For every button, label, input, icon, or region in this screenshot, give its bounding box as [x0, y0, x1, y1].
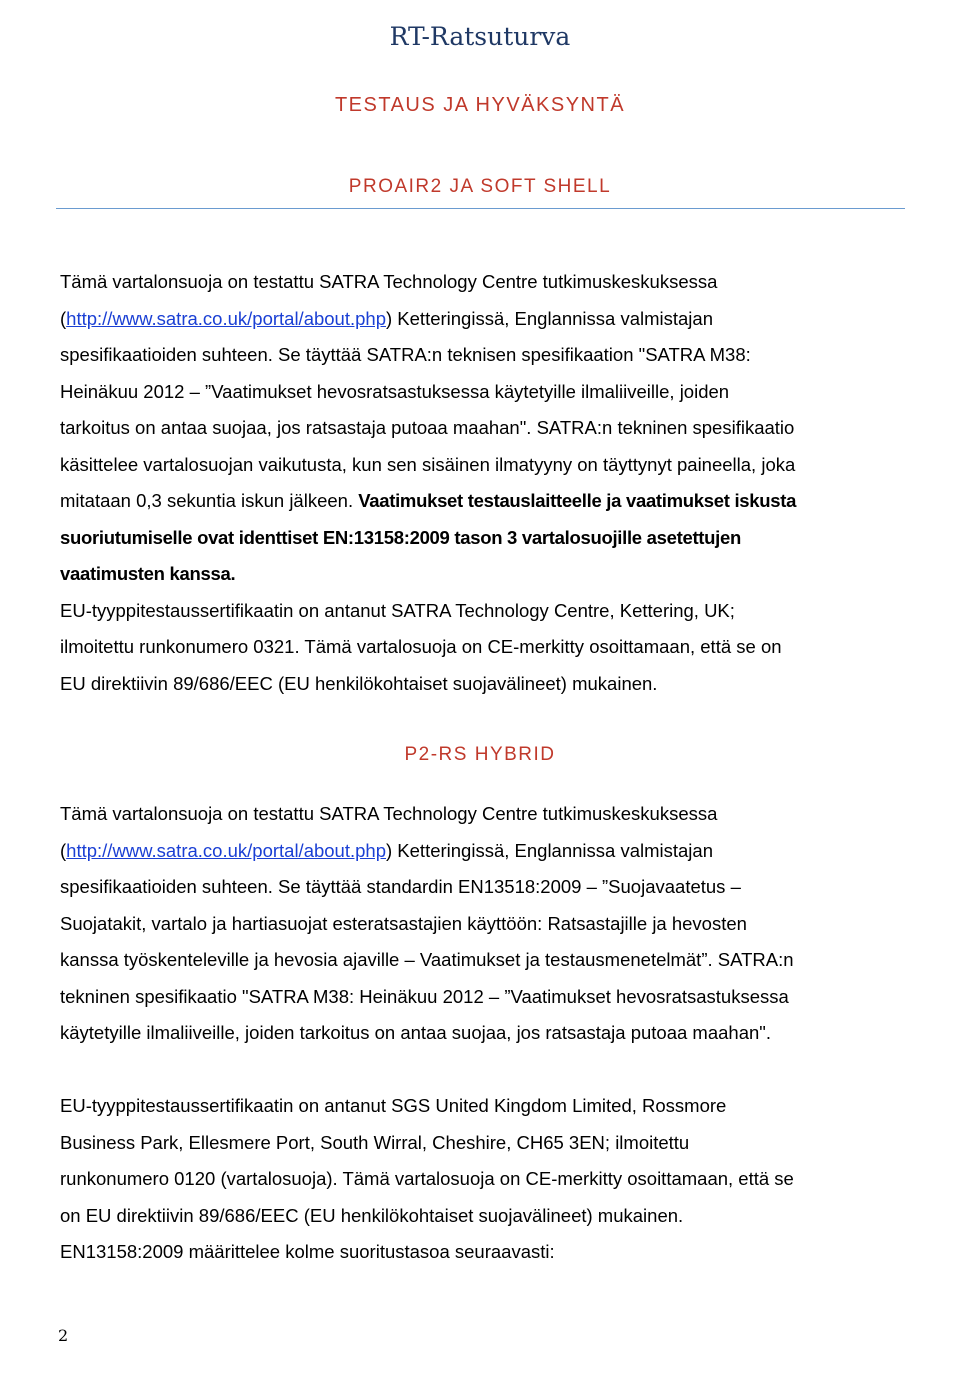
text-fragment: ) Ketteringissä, Englannissa valmistajan — [386, 839, 713, 861]
text-line: Tämä vartalonsuoja on testattu SATRA Technology Centre tutkimuskeskuksessa — [60, 803, 718, 824]
section2-paragraph-2 — [60, 1088, 910, 1271]
page-header-title: RT-Ratsuturva — [389, 22, 571, 51]
satra-link[interactable]: http://www.satra.co.uk/portal/about.php — [66, 839, 386, 861]
text-line — [60, 301, 910, 338]
text-line: käytetyille ilmaliiveille, joiden tarkoitus on antaa suojaa, jos ratsastaja putoaa maahan". — [60, 1022, 771, 1043]
main-heading: TESTAUS JA HYVÄKSYNTÄ — [334, 94, 626, 116]
text-line — [60, 833, 910, 870]
page-number: 2 — [58, 1326, 69, 1345]
text-line: ilmoitettu runkonumero 0321. Tämä vartalosuoja on CE-merkitty osoittamaan, että se on — [60, 636, 782, 657]
satra-link[interactable]: http://www.satra.co.uk/portal/about.php — [66, 307, 386, 329]
text-line: EU-tyyppitestaussertifikaatin on antanut SGS United Kingdom Limited, Rossmore — [60, 1095, 727, 1116]
text-line: käsittelee vartalosuojan vaikutusta, kun sen sisäinen ilmatyyny on täyttynyt paineella, joka — [60, 453, 796, 475]
text-line: runkonumero 0120 (vartalosuoja). Tämä vartalosuoja on CE-merkitty osoittamaan, että se — [60, 1168, 794, 1189]
text-fragment: ( — [60, 839, 67, 861]
text-line: tarkoitus on antaa suojaa, jos ratsastaja putoaa maahan". SATRA:n tekninen spesifikaatio — [60, 417, 795, 438]
text-line: kanssa työskenteleville ja hevosia ajaville – Vaatimukset ja testausmenetelmät”. SATRA:n — [60, 949, 794, 970]
text-fragment: mitataan 0,3 sekuntia iskun jälkeen. — [60, 490, 359, 511]
section-divider — [56, 208, 905, 209]
text-fragment: ) Ketteringissä, Englannissa valmistajan — [386, 307, 713, 329]
bold-text-line: suoriutumiselle ovat identtiset EN:13158:2009 tason 3 vartalosuojille asetettujen — [60, 526, 741, 548]
text-line: Tämä vartalonsuoja on testattu SATRA Technology Centre tutkimuskeskuksessa — [60, 271, 718, 292]
text-line: spesifikaatioiden suhteen. Se täyttää standardin EN13518:2009 – ”Suojavaatetus – — [60, 876, 741, 897]
bold-text: Vaatimukset testauslaitteelle ja vaatimukset iskusta — [358, 490, 797, 511]
text-line: EU-tyyppitestaussertifikaatin on antanut SATRA Technology Centre, Kettering, UK; — [60, 599, 735, 621]
bold-text-line: vaatimusten kanssa. — [60, 563, 236, 584]
text-line: EU direktiivin 89/686/EEC (EU henkilökohtaiset suojavälineet) mukainen. — [60, 672, 658, 694]
text-line: Heinäkuu 2012 – ”Vaatimukset hevosratsastuksessa käytetyille ilmaliiveille, joiden — [60, 380, 730, 402]
text-line: tekninen spesifikaatio "SATRA M38: Heinäkuu 2012 – ”Vaatimukset hevosratsastuksessa — [60, 985, 789, 1007]
text-fragment: ( — [60, 307, 67, 329]
section-heading-proair2: PROAIR2 JA SOFT SHELL — [348, 176, 612, 197]
section2-paragraph-1 — [60, 796, 910, 1052]
text-line — [60, 483, 910, 520]
text-line: on EU direktiivin 89/686/EEC (EU henkilökohtaiset suojavälineet) mukainen. — [60, 1204, 684, 1226]
text-line: EN13158:2009 määrittelee kolme suoritustasoa seuraavasti: — [60, 1241, 555, 1262]
section-heading-p2rs-hybrid: P2-RS HYBRID — [404, 744, 556, 765]
text-line: spesifikaatioiden suhteen. Se täyttää SATRA:n teknisen spesifikaation "SATRA M38: — [60, 344, 751, 365]
text-line: Suojatakit, vartalo ja hartiasuojat esteratsastajien käyttöön: Ratsastajille ja hevosten — [60, 912, 747, 934]
text-line: Business Park, Ellesmere Port, South Wirral, Cheshire, CH65 3EN; ilmoitettu — [60, 1131, 690, 1153]
section1-paragraph — [60, 264, 910, 702]
